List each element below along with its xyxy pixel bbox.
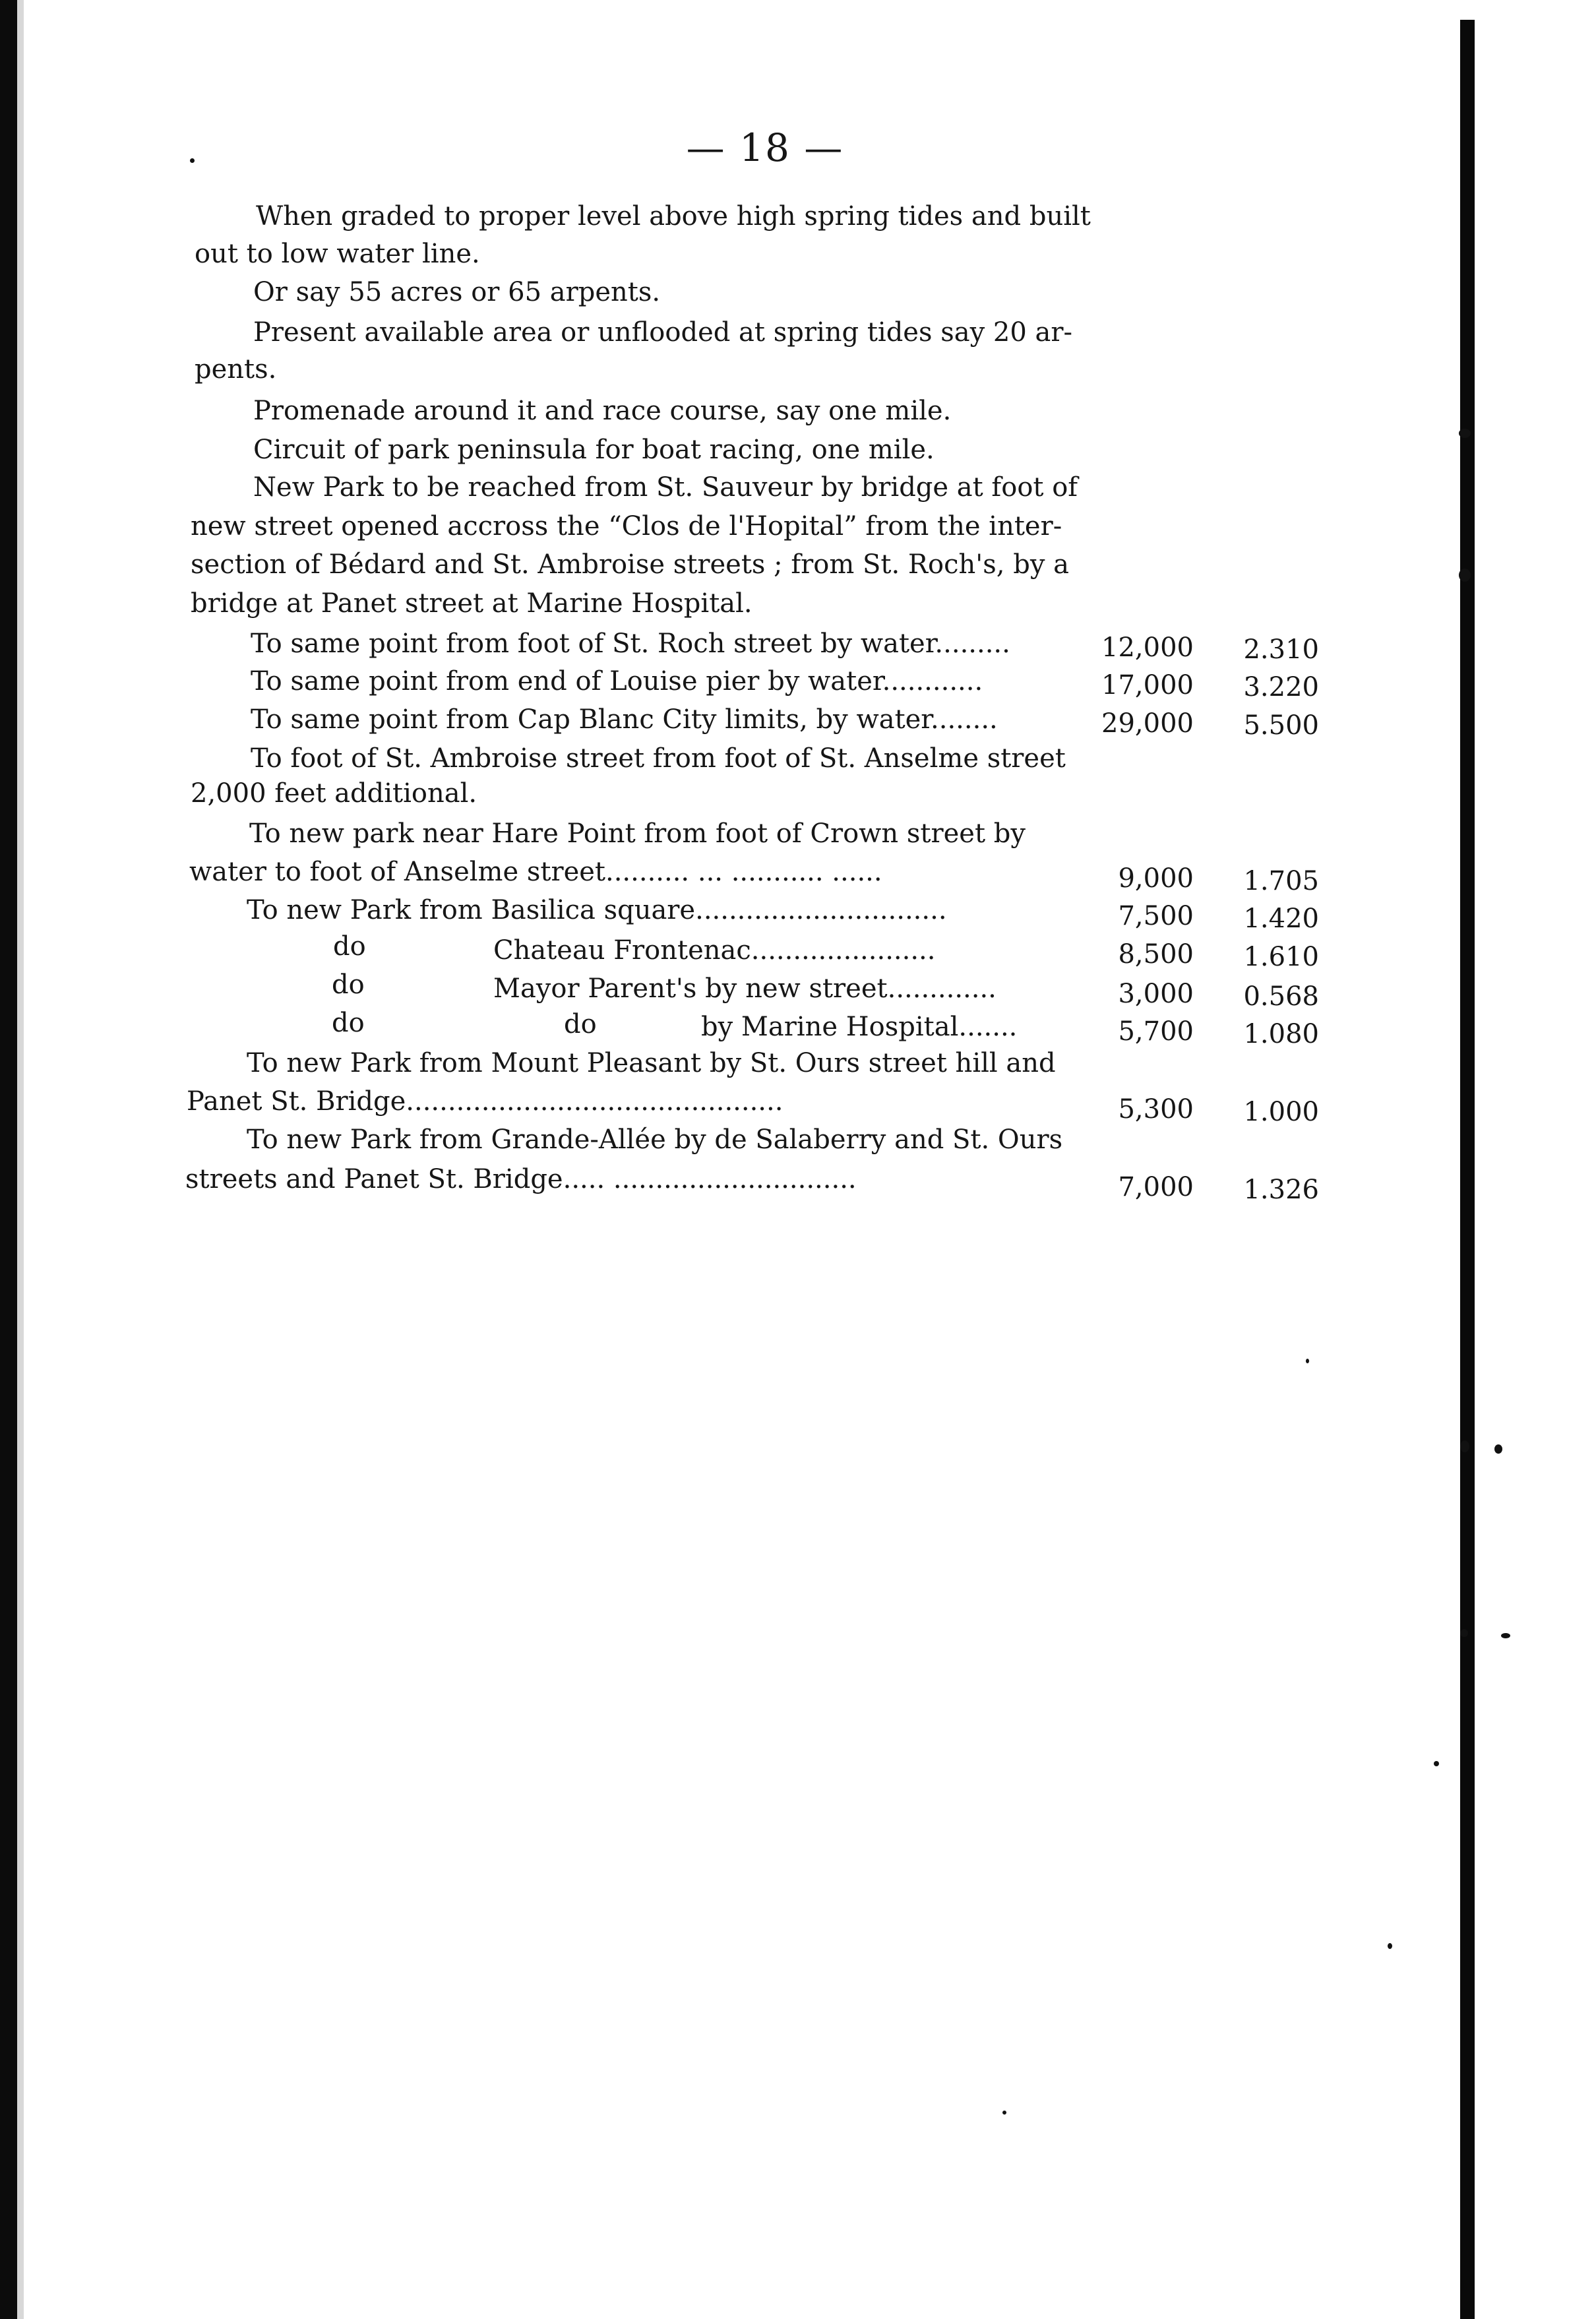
scan-speck — [1460, 1629, 1468, 1637]
scan-speck — [1459, 569, 1471, 582]
table-row-label: To same point from Cap Blanc City limits, by water........ — [251, 704, 998, 735]
distance-feet: 5,700 — [1118, 1016, 1194, 1047]
text-line: Present available area or unflooded at spring tides say 20 ar- — [253, 317, 1072, 348]
scan-left-edge — [0, 0, 17, 2319]
table-row-label: Panet St. Bridge............................................. — [187, 1086, 783, 1117]
distance-miles: 1.326 — [1243, 1175, 1319, 1205]
scan-binding-edge — [1460, 20, 1475, 2319]
scan-speck — [1459, 429, 1471, 438]
distance-feet: 3,000 — [1118, 979, 1194, 1009]
text-line: To new Park from Mount Pleasant by St. Ours street hill and — [247, 1048, 1056, 1078]
table-row-label: To same point from end of Louise pier by water............ — [251, 666, 983, 696]
text-line: out to low water line. — [195, 239, 480, 269]
distance-miles: 1.610 — [1243, 942, 1319, 972]
text-line: section of Bédard and St. Ambroise streets ; from St. Roch's, by a — [191, 549, 1069, 580]
distance-miles: 1.420 — [1243, 904, 1319, 934]
distance-miles: 1.000 — [1243, 1097, 1319, 1127]
distance-miles: 5.500 — [1243, 710, 1319, 741]
distance-miles: 1.080 — [1243, 1019, 1319, 1049]
distance-miles: 1.705 — [1243, 866, 1319, 896]
page-number: — 18 — — [686, 125, 844, 170]
distance-feet: 17,000 — [1101, 670, 1194, 700]
table-row-label: Mayor Parent's by new street............. — [493, 974, 997, 1004]
scan-speck — [190, 158, 195, 163]
text-line: pents. — [195, 354, 277, 385]
distance-feet: 8,500 — [1118, 939, 1194, 970]
distance-feet: 9,000 — [1118, 863, 1194, 894]
scan-speck — [1388, 1943, 1392, 1949]
scan-speck — [1306, 1359, 1309, 1363]
distance-feet: 7,500 — [1118, 901, 1194, 931]
scan-speck — [1494, 1444, 1502, 1454]
distance-miles: 2.310 — [1243, 634, 1319, 665]
text-line: When graded to proper level above high spring tides and built — [256, 201, 1091, 232]
distance-feet: 29,000 — [1101, 708, 1194, 739]
ditto-mark: do — [564, 1009, 597, 1039]
text-line: new street opened accross the “Clos de l'Hopital” from the inter- — [191, 511, 1062, 541]
distance-feet: 7,000 — [1118, 1172, 1194, 1202]
ditto-mark: do — [332, 1008, 365, 1038]
table-row-label: water to foot of Anselme street.......... ... ........... ...... — [189, 857, 882, 887]
text-line: Promenade around it and race course, say one mile. — [253, 396, 952, 426]
table-row-label: by Marine Hospital....... — [701, 1012, 1018, 1042]
ditto-mark: do — [332, 970, 365, 1000]
text-line: Circuit of park peninsula for boat racing, one mile. — [253, 435, 935, 465]
distance-feet: 12,000 — [1101, 633, 1194, 663]
scan-speck — [1434, 1761, 1439, 1766]
table-row-label: Chateau Frontenac...................... — [493, 935, 936, 966]
text-line: To foot of St. Ambroise street from foot of St. Anselme street — [251, 743, 1066, 774]
table-row-label: To new Park from Basilica square.............................. — [247, 895, 947, 925]
text-line: To new park near Hare Point from foot of Crown street by — [249, 819, 1026, 849]
scan-speck — [1460, 1440, 1469, 1452]
scan-speck — [1002, 2111, 1006, 2115]
table-row-label: streets and Panet St. Bridge..... ............................. — [185, 1164, 857, 1194]
text-line: New Park to be reached from St. Sauveur by bridge at foot of — [253, 472, 1078, 503]
ditto-mark: do — [333, 931, 366, 962]
distance-miles: 3.220 — [1243, 672, 1319, 702]
distance-feet: 5,300 — [1118, 1094, 1194, 1125]
table-row-label: To same point from foot of St. Roch street by water......... — [251, 629, 1010, 659]
distance-miles: 0.568 — [1243, 981, 1319, 1012]
text-line: Or say 55 acres or 65 arpents. — [253, 277, 661, 307]
scan-speck — [1501, 1633, 1510, 1638]
text-line: bridge at Panet street at Marine Hospital. — [191, 588, 752, 619]
text-line: 2,000 feet additional. — [191, 778, 477, 809]
text-line: To new Park from Grande-Allée by de Salaberry and St. Ours — [247, 1125, 1063, 1155]
